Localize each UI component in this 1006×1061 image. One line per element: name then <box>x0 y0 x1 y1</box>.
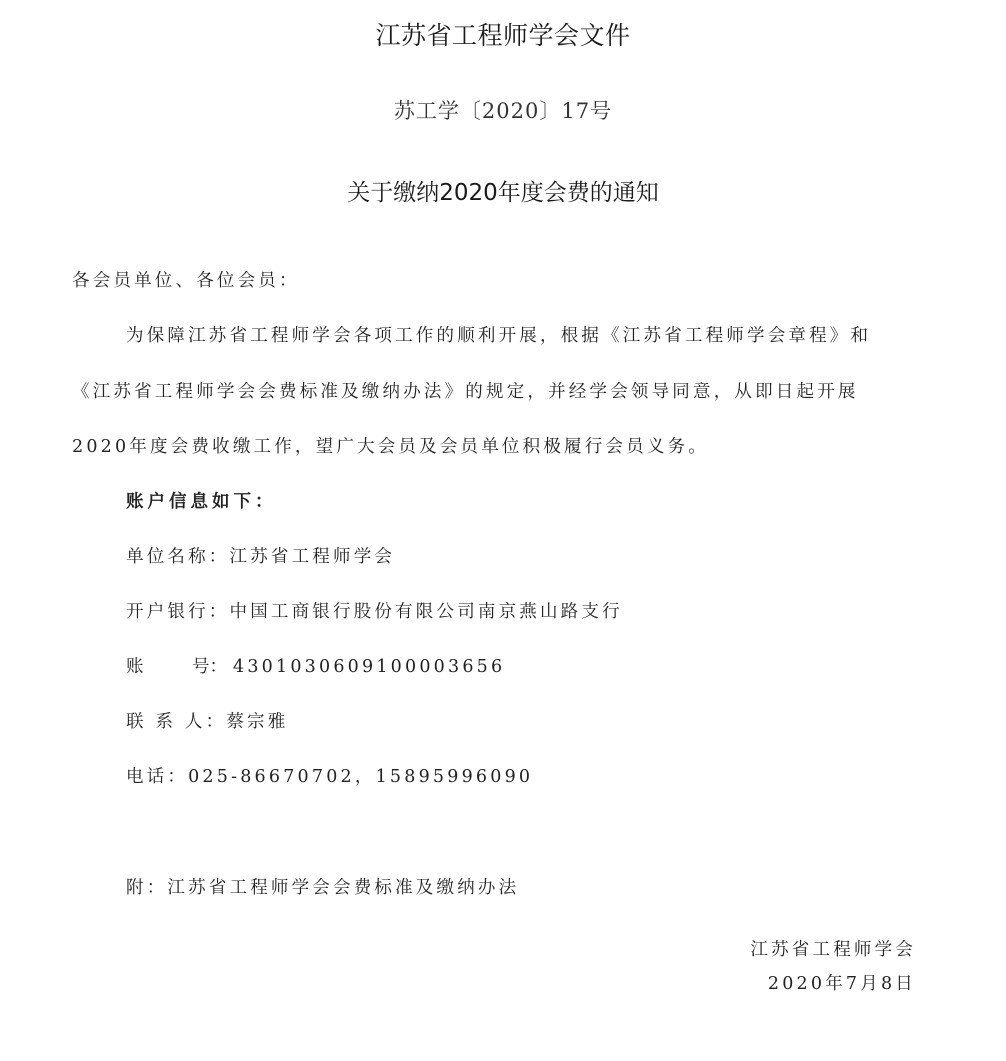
account-number-value: 4301030609100003656 <box>233 657 506 677</box>
contact-line: 联 系 人：蔡宗雅 <box>126 712 289 732</box>
account-number-line <box>126 653 505 678</box>
phone-line: 电话：025-86670702，15895996090 <box>126 767 534 787</box>
account-heading: 账户信息如下： <box>126 492 277 512</box>
salutation: 各会员单位、各位会员： <box>72 271 300 291</box>
notice-title: 关于缴纳2020年度会费的通知 <box>347 180 659 206</box>
attachment-line: 附：江苏省工程师学会会费标准及缴纳办法 <box>126 878 520 898</box>
document-number: 苏工学〔2020〕17号 <box>393 99 613 123</box>
paragraph-line-1: 为保障江苏省工程师学会各项工作的顺利开展，根据《江苏省工程师学会章程》和 <box>126 326 872 346</box>
account-label-char: 账 <box>126 657 144 677</box>
paragraph-line-2: 《江苏省工程师学会会费标准及缴纳办法》的规定，并经学会领导同意，从即日起开展 <box>72 382 859 402</box>
account-number-label <box>126 653 233 678</box>
signature-org: 江苏省工程师学会 <box>750 940 916 960</box>
unit-name-line: 单位名称：江苏省工程师学会 <box>126 547 396 567</box>
signature-date: 2020年7月8日 <box>767 974 916 994</box>
document-header-title: 江苏省工程师学会文件 <box>375 21 631 50</box>
paragraph-line-3: 2020年度会费收缴工作，望广大会员及会员单位积极履行会员义务。 <box>72 437 709 457</box>
bank-line: 开户银行：中国工商银行股份有限公司南京燕山路支行 <box>126 602 623 622</box>
account-label-suffix: 号： <box>192 657 227 677</box>
